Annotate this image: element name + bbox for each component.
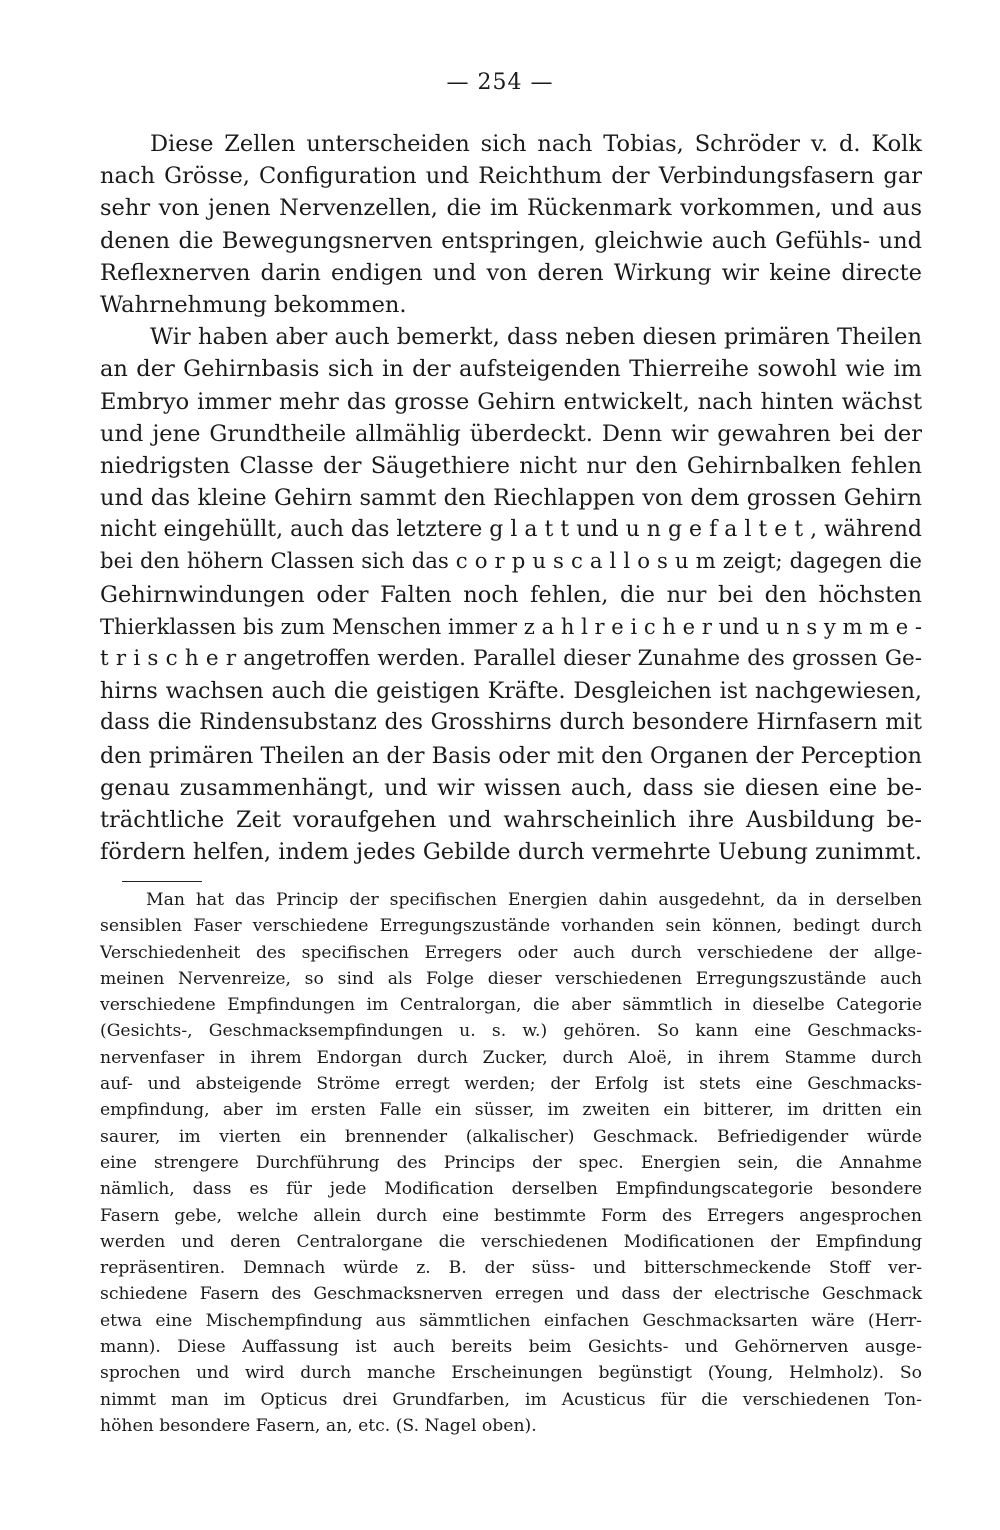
footnote-line: mann). Diese Auffassung ist auch bereits beim Gesichts- und Gehörnerven ausge- — [100, 1337, 922, 1358]
footnote-separator — [122, 881, 202, 882]
footnote-line: meinen Nervenreize, so sind als Folge dieser verschiedenen Erregungszustände auch — [100, 968, 922, 989]
footnote-line: höhen besondere Fasern, an, etc. (S. Nagel oben). — [100, 1415, 537, 1436]
text-line: niedrigsten Classe der Säugethiere nicht nur den Gehirnbalken fehlen — [100, 452, 922, 479]
footnote-line: sprochen und wird durch manche Erscheinungen begünstigt (Young, Helmholz). So — [100, 1363, 922, 1384]
main-text — [100, 128, 922, 868]
text-line: fördern helfen, indem jedes Gebilde durch vermehrte Uebung zunimmt. — [100, 839, 922, 866]
text-line: Diese Zellen unterscheiden sich nach Tobias, Schröder v. d. Kolk — [150, 131, 922, 157]
footnote-line: eine strengere Durchführung des Princips der spec. Energien sein, die Annahme — [100, 1152, 922, 1173]
text-line: hirns wachsen auch die geistigen Kräfte. Desgleichen ist nachgewiesen, — [100, 678, 922, 705]
text-line: genau zusammenhängt, und wir wissen auch, dass sie diesen eine be- — [100, 774, 922, 801]
footnote-line: saurer, im vierten ein brennender (alkalischer) Geschmack. Befriedigender würde — [100, 1126, 922, 1147]
text-line: Wir haben aber auch bemerkt, dass neben diesen primären Theilen — [150, 324, 922, 351]
footnote-line: sensiblen Faser verschiedene Erregungszustände vorhanden sein können, bedingt durch — [100, 916, 922, 937]
footnote-line: Man hat das Princip der specifischen Energien dahin ausgedehnt, da in derselben — [146, 890, 922, 910]
text-line: und das kleine Gehirn sammt den Riechlappen von dem grossen Gehirn — [100, 485, 922, 512]
footnote — [100, 887, 922, 1439]
text-line: sehr von jenen Nervenzellen, die im Rückenmark vorkommen, und aus — [100, 195, 922, 222]
text-line: Gehirnwindungen oder Falten noch fehlen, die nur bei den höchsten — [100, 581, 922, 608]
text-line: den primären Theilen an der Basis oder mit den Organen der Perception — [100, 742, 922, 769]
footnote-line: verschiedene Empfindungen im Centralorgan, die aber sämmtlich in dieselbe Categorie — [100, 995, 922, 1016]
footnote-line: nervenfaser in ihrem Endorgan durch Zucker, durch Aloë, in ihrem Stamme durch — [100, 1047, 922, 1068]
text-line: trächtliche Zeit voraufgehen und wahrscheinlich ihre Ausbildung be- — [100, 806, 922, 833]
footnote-line: empfindung, aber im ersten Falle ein süsser, im zweiten ein bitterer, im dritten ein — [100, 1100, 922, 1121]
footnote-line: repräsentiren. Demnach würde z. B. der süss- und bitterschmeckende Stoff ver- — [100, 1258, 922, 1279]
text-line: t r i s c h e r angetroffen werden. Parallel dieser Zunahme des grossen Ge- — [100, 646, 922, 671]
text-line: und jene Grundtheile allmählig überdeckt. Denn wir gewahren bei der — [100, 420, 922, 447]
footnote-line: nämlich, dass es für jede Modification derselben Empfindungscategorie besondere — [100, 1179, 922, 1200]
text-line: an der Gehirnbasis sich in der aufsteigenden Thierreihe sowohl wie im — [100, 356, 922, 383]
text-line: denen die Bewegungsnerven entspringen, gleichwie auch Gefühls- und — [100, 227, 922, 254]
footnote-line: auf- und absteigende Ströme erregt werden; der Erfolg ist stets eine Geschmacks- — [100, 1074, 922, 1095]
footnote-line: werden und deren Centralorgane die verschiedenen Modificationen der Empfindung — [100, 1231, 922, 1252]
text-line: Thierklassen bis zum Menschen immer z a h l r e i c h e r und u n s y m m e - — [100, 614, 922, 639]
footnote-line: Verschiedenheit des specifischen Erregers oder auch durch verschiedene der allge- — [100, 942, 922, 963]
footnote-line: Fasern gebe, welche allein durch eine bestimmte Form des Erregers angesprochen — [100, 1205, 922, 1226]
text-line: bei den höhern Classen sich das c o r p u s c a l l o s u m zeigt; dagegen die — [100, 549, 922, 575]
footnote-line: etwa eine Mischempfindung aus sämmtlichen einfachen Geschmacksarten wäre (Herr- — [100, 1310, 922, 1331]
text-line: Wahrnehmung bekommen. — [100, 291, 407, 318]
page-number: — 254 — — [446, 70, 554, 95]
text-line: nach Grösse, Configuration und Reichthum der Verbindungsfasern gar — [100, 163, 922, 190]
text-line: dass die Rindensubstanz des Grosshirns durch besondere Hirnfasern mit — [100, 710, 922, 736]
footnote-line: (Gesichts-, Geschmacksempfindungen u. s. w.) gehören. So kann eine Geschmacks- — [100, 1021, 922, 1042]
footnote-line: schiedene Fasern des Geschmacksnerven erregen und dass der electrische Geschmack — [100, 1284, 922, 1305]
text-line: Embryo immer mehr das grosse Gehirn entwickelt, nach hinten wächst — [100, 388, 922, 415]
text-line: nicht eingehüllt, auch das letztere g l a t t und u n g e f a l t e t , während — [100, 517, 922, 543]
footnote-line: nimmt man im Opticus drei Grundfarben, im Acusticus für die verschiedenen Ton- — [100, 1389, 922, 1410]
text-line: Reflexnerven darin endigen und von deren Wirkung wir keine directe — [100, 259, 922, 286]
